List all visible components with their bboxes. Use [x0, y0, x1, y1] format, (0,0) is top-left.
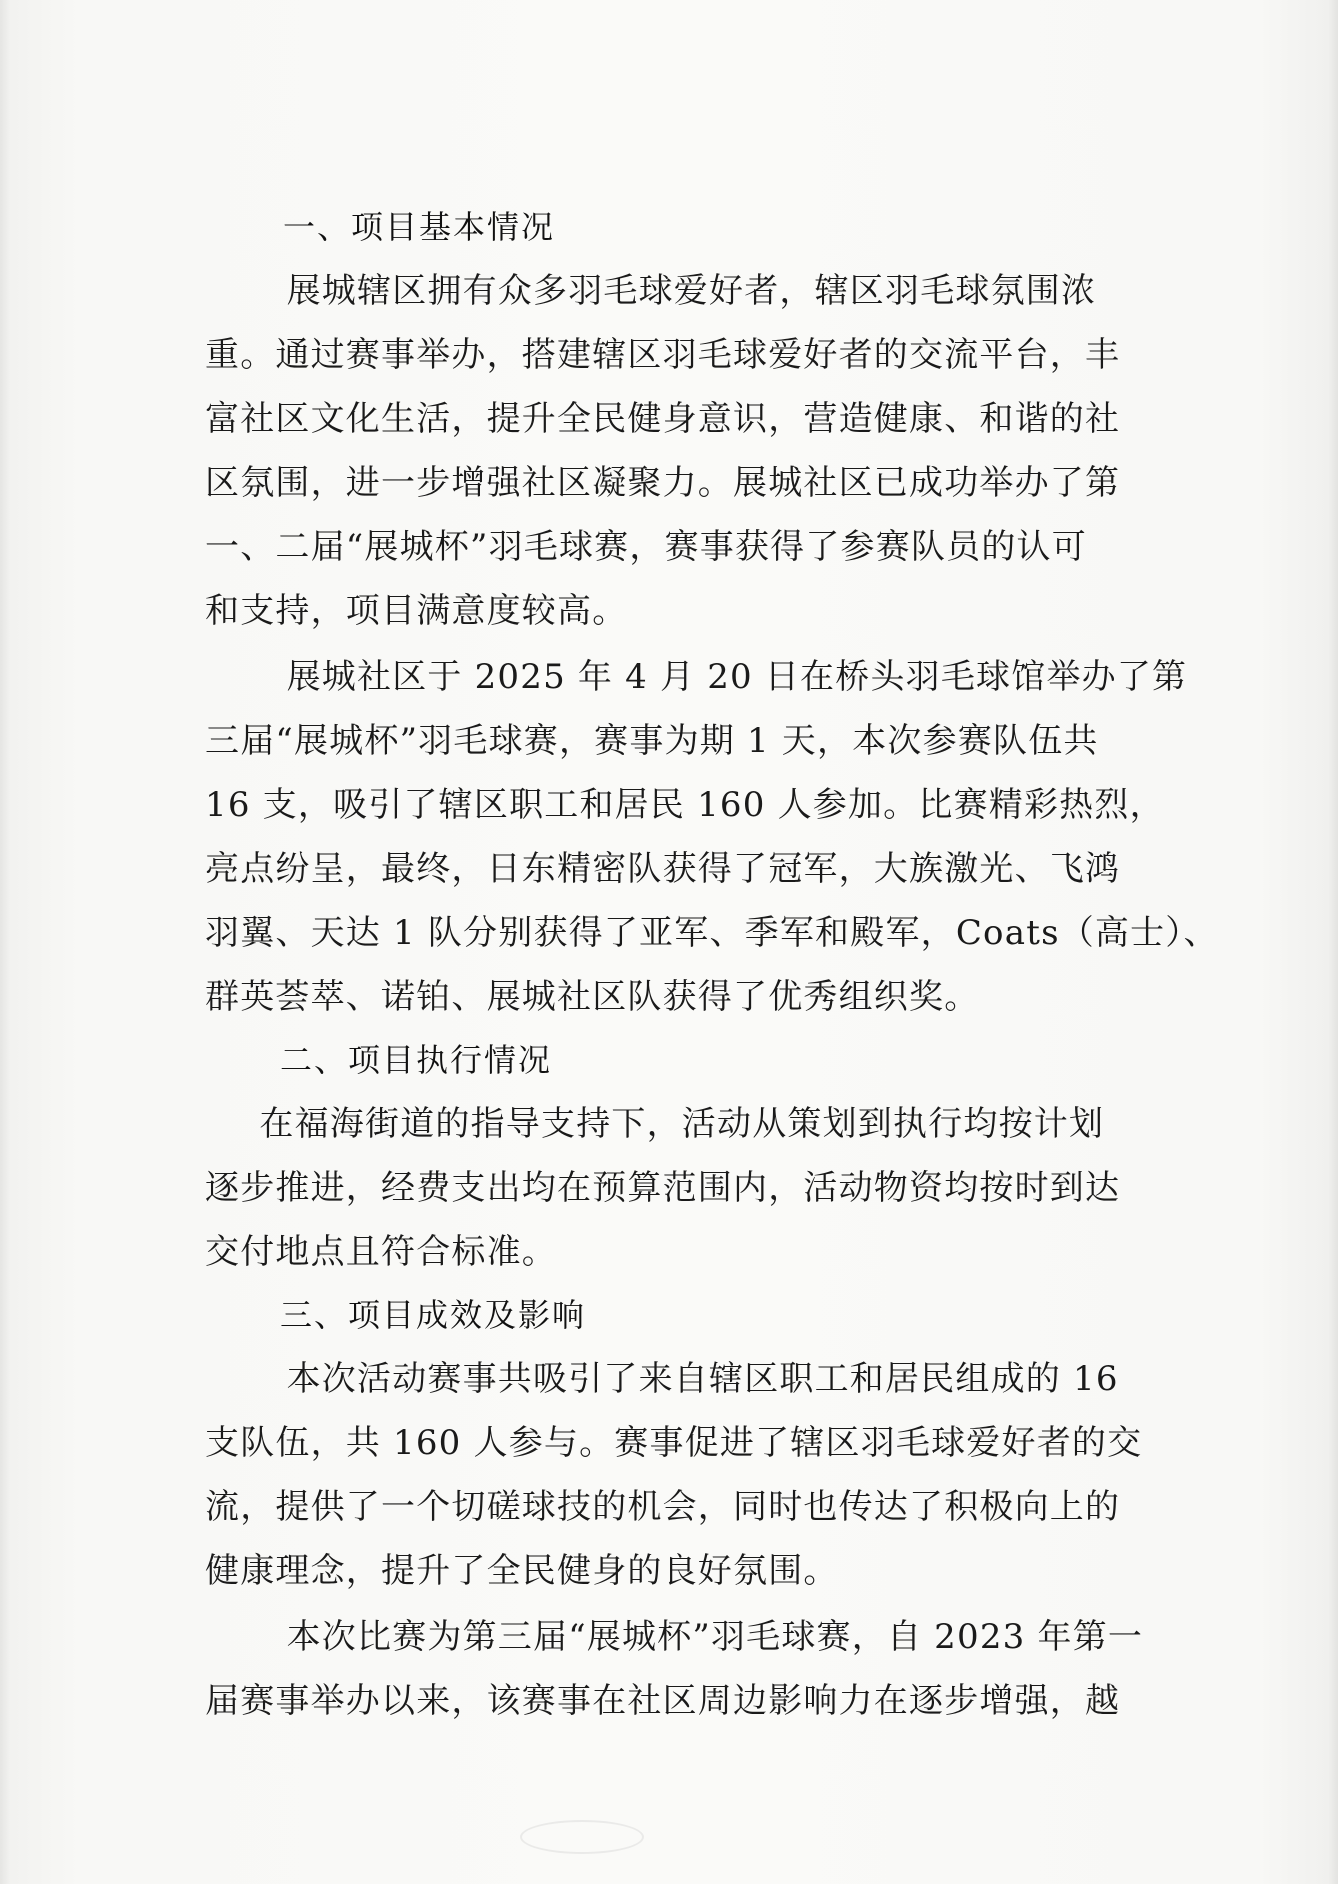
- section-heading-execution: 二、项目执行情况: [280, 1041, 553, 1079]
- paragraph-line: 富社区文化生活，提升全民健身意识，营造健康、和谐的社: [205, 399, 1121, 439]
- paragraph-line: 健康理念，提升了全民健身的良好氛围。: [205, 1551, 839, 1591]
- paragraph-line: 流，提供了一个切磋球技的机会，同时也传达了积极向上的: [205, 1487, 1121, 1527]
- scan-shadow-left: [0, 0, 10, 1884]
- paragraph-line: 展城辖区拥有众多羽毛球爱好者，辖区羽毛球氛围浓: [286, 271, 1097, 311]
- paragraph-history: [205, 1605, 1150, 1733]
- paragraph-line: 交付地点且符合标准。: [205, 1232, 557, 1272]
- section-heading-basic-info: 一、项目基本情况: [283, 208, 556, 246]
- paragraph-line: 在福海街道的指导支持下，活动从策划到执行均按计划: [259, 1104, 1105, 1144]
- paragraph-impact: [205, 1347, 1150, 1603]
- paragraph-line: 群英荟萃、诺铂、展城社区队获得了优秀组织奖。: [205, 977, 980, 1017]
- paragraph-line: 本次活动赛事共吸引了来自辖区职工和居民组成的 16: [286, 1359, 1119, 1399]
- paragraph-line: 展城社区于 2025 年 4 月 20 日在桥头羽毛球馆举办了第: [286, 657, 1188, 697]
- paragraph-line: 16 支，吸引了辖区职工和居民 160 人参加。比赛精彩热烈，: [205, 785, 1165, 825]
- paragraph-line: 一、二届“展城杯”羽毛球赛，赛事获得了参赛队员的认可: [205, 527, 1087, 567]
- paragraph-line: 逐步推进，经费支出均在预算范围内，活动物资均按时到达: [205, 1168, 1121, 1208]
- paragraph-line: 羽翼、天达 1 队分别获得了亚军、季军和殿军，Coats（高士）、: [205, 913, 1219, 953]
- paragraph-line: 本次比赛为第三届“展城杯”羽毛球赛，自 2023 年第一: [286, 1617, 1144, 1657]
- scan-shadow-right: [1328, 0, 1338, 1884]
- paragraph-event-results: [205, 645, 1219, 1029]
- paragraph-line: 亮点纷呈，最终，日东精密队获得了冠军，大族激光、飞鸿: [205, 849, 1121, 889]
- faint-stamp-trace: [520, 1820, 644, 1854]
- paragraph-line: 三届“展城杯”羽毛球赛，赛事为期 1 天，本次参赛队伍共: [205, 721, 1099, 761]
- paragraph-line: 重。通过赛事举办，搭建辖区羽毛球爱好者的交流平台，丰: [205, 335, 1121, 375]
- paragraph-line: 和支持，项目满意度较高。: [205, 591, 628, 631]
- paragraph-execution: [205, 1092, 1150, 1284]
- paragraph-line: 届赛事举办以来，该赛事在社区周边影响力在逐步增强，越: [205, 1681, 1121, 1721]
- paragraph-background: [205, 259, 1150, 643]
- document-body: [205, 196, 1219, 1733]
- paragraph-line: 区氛围，进一步增强社区凝聚力。展城社区已成功举办了第: [205, 463, 1121, 503]
- section-heading-impact: 三、项目成效及影响: [280, 1296, 587, 1334]
- paragraph-line: 支队伍，共 160 人参与。赛事促进了辖区羽毛球爱好者的交: [205, 1423, 1143, 1463]
